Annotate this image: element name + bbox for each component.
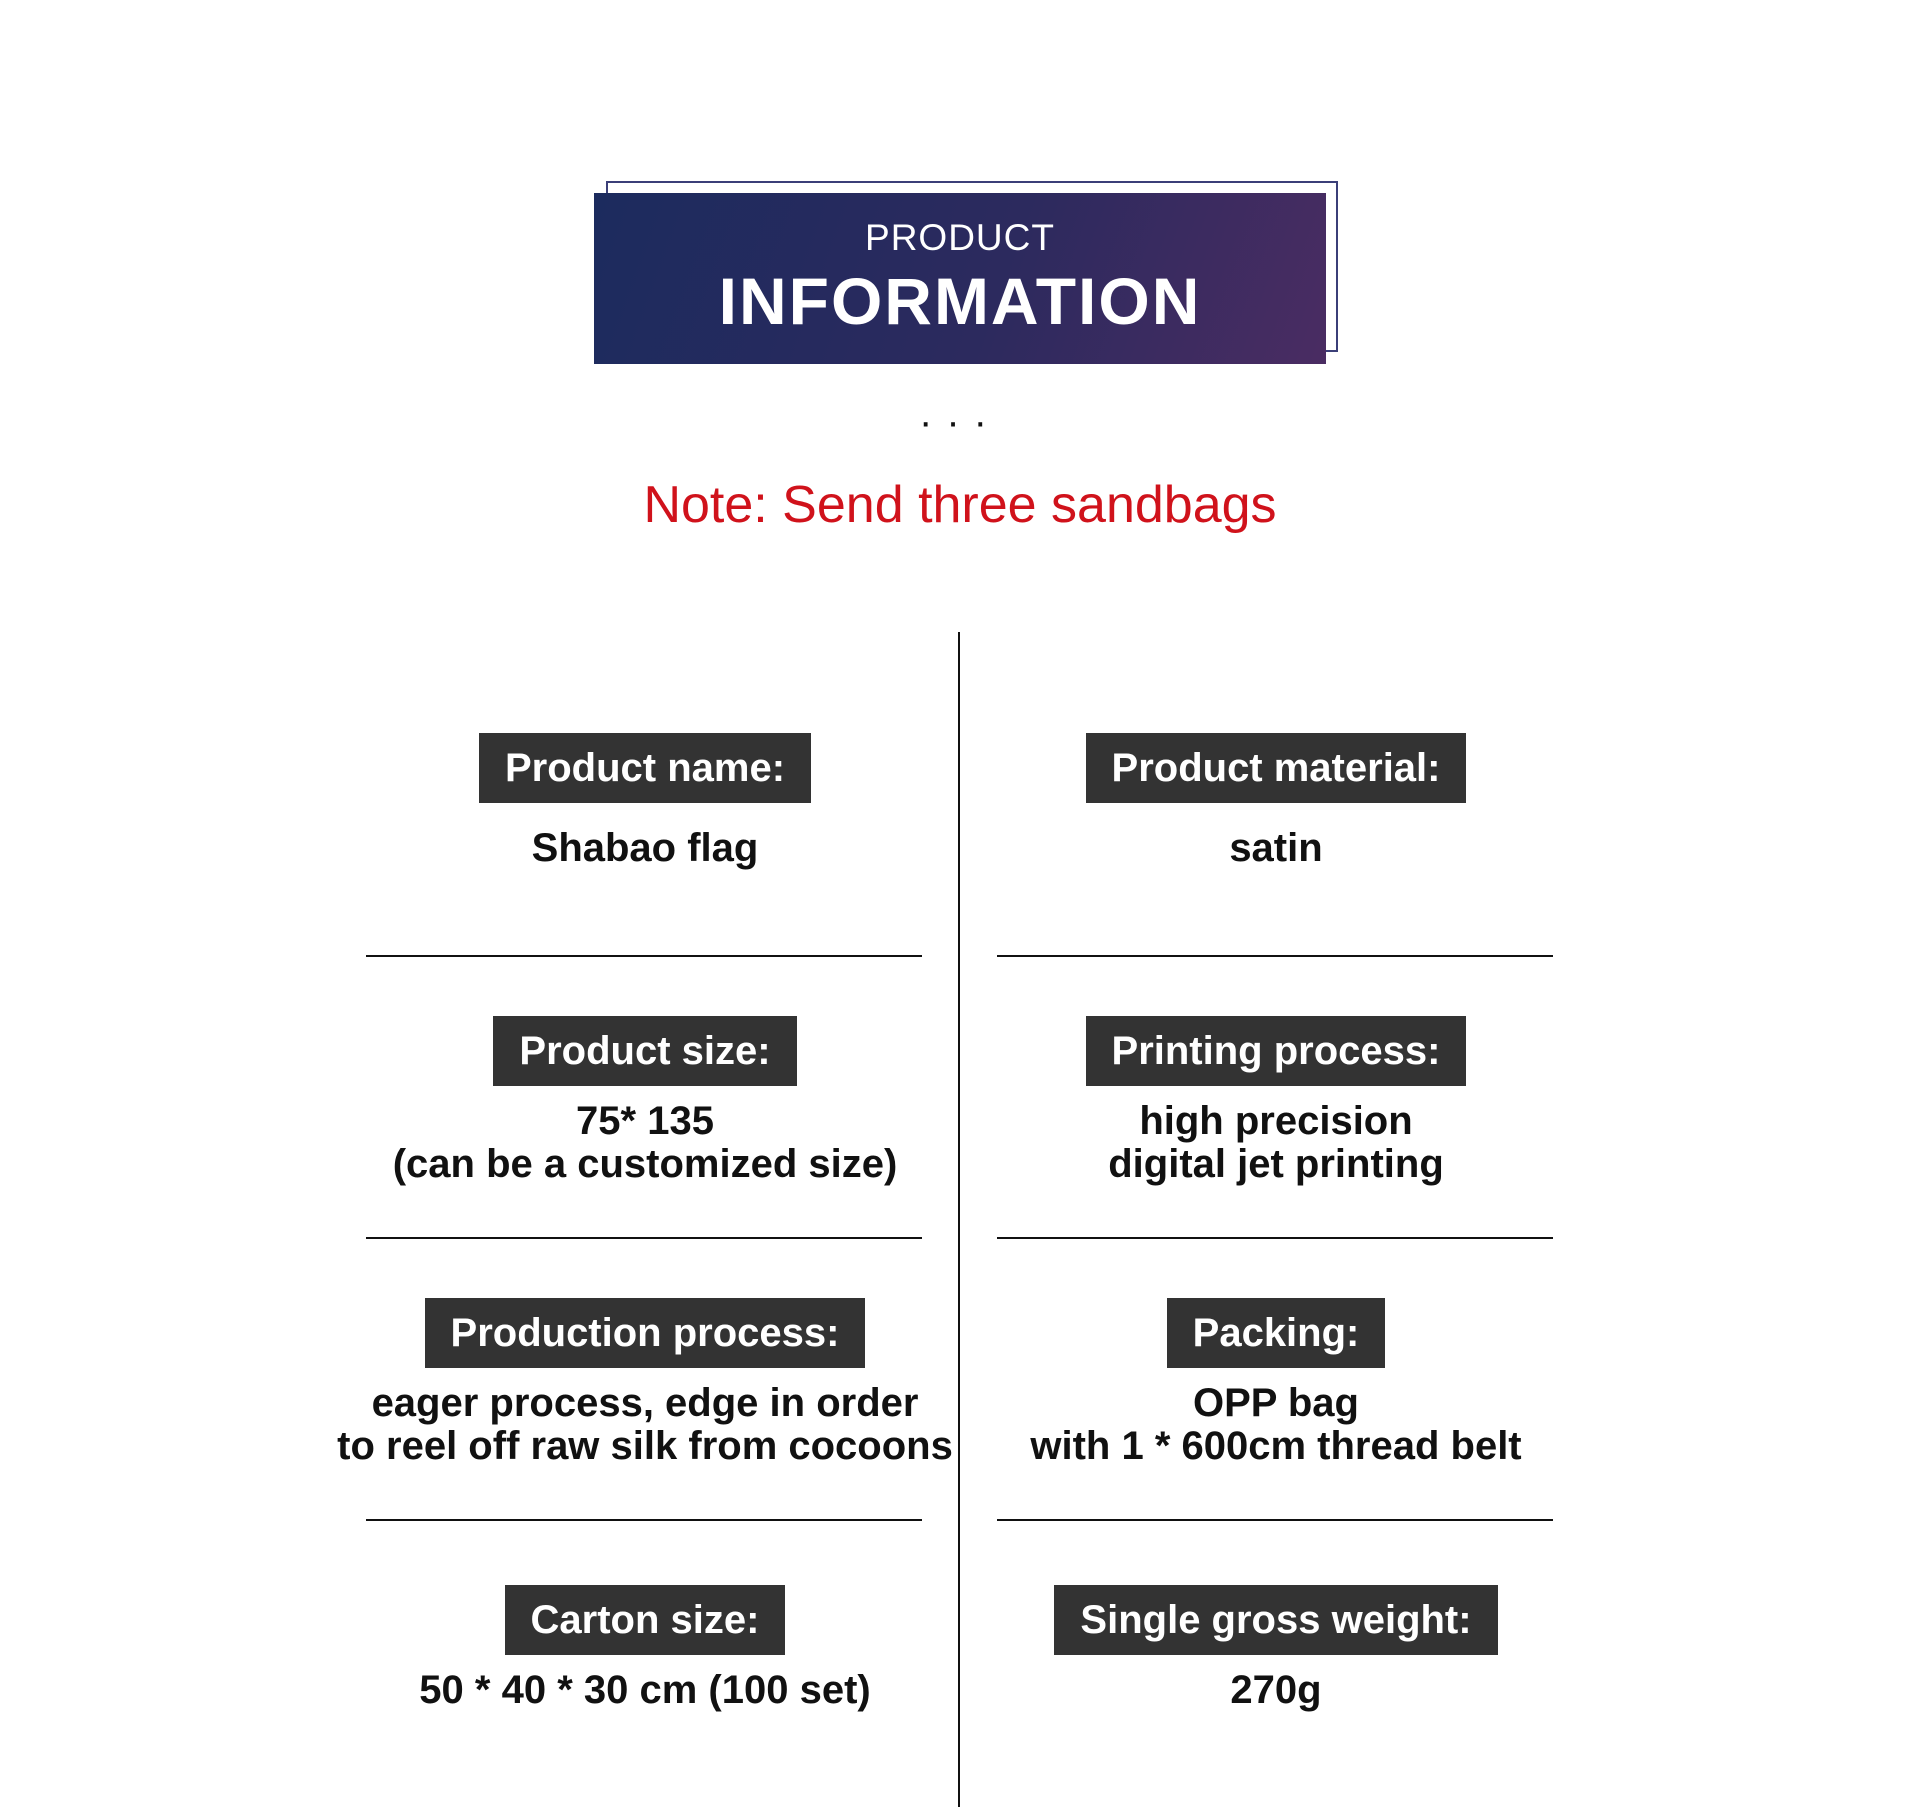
- spec-value: [325, 1669, 965, 1712]
- spec-value-line: OPP bag: [1193, 1381, 1359, 1425]
- spec-packing: [956, 1298, 1596, 1468]
- row-divider: [997, 1237, 1553, 1239]
- spec-value: [956, 1669, 1596, 1712]
- info-banner: [594, 193, 1326, 364]
- note-text: Note: Send three sandbags: [643, 476, 1277, 534]
- spec-label: Product material:: [1086, 733, 1467, 803]
- banner-subtitle: PRODUCT: [865, 217, 1055, 258]
- spec-single-gross-weight: [956, 1585, 1596, 1712]
- spec-value: [325, 1100, 965, 1186]
- spec-value-line: digital jet printing: [1108, 1142, 1444, 1186]
- spec-printing-process: [956, 1016, 1596, 1186]
- banner-title: INFORMATION: [718, 264, 1202, 338]
- spec-value: [956, 1100, 1596, 1186]
- row-divider: [997, 955, 1553, 957]
- spec-label: Production process:: [425, 1298, 866, 1368]
- spec-value: [325, 1382, 965, 1468]
- spec-product-size: [325, 1016, 965, 1186]
- spec-value-line: Shabao flag: [531, 826, 759, 870]
- spec-product-material: [956, 733, 1596, 870]
- spec-value: [956, 827, 1596, 870]
- spec-label: Single gross weight:: [1054, 1585, 1497, 1655]
- spec-production-process: [325, 1298, 965, 1468]
- spec-product-name: [325, 733, 965, 870]
- row-divider: [366, 1519, 922, 1521]
- spec-label: Carton size:: [505, 1585, 786, 1655]
- spec-value-line: 50 * 40 * 30 cm (100 set): [419, 1668, 871, 1712]
- spec-value: [325, 827, 965, 870]
- spec-label: Packing:: [1167, 1298, 1386, 1368]
- row-divider: [366, 1237, 922, 1239]
- spec-value-line: high precision: [1139, 1099, 1413, 1143]
- spec-value-line: eager process, edge in order: [371, 1381, 919, 1425]
- spec-label: Product size:: [493, 1016, 796, 1086]
- spec-value-line: (can be a customized size): [392, 1142, 898, 1186]
- spec-label: Product name:: [479, 733, 811, 803]
- spec-label: Printing process:: [1086, 1016, 1467, 1086]
- spec-value-line: 270g: [1230, 1668, 1322, 1712]
- spec-value-line: 75* 135: [576, 1099, 714, 1143]
- spec-carton-size: [325, 1585, 965, 1712]
- ellipsis-dots: ···: [919, 400, 1001, 444]
- row-divider: [997, 1519, 1553, 1521]
- row-divider: [366, 955, 922, 957]
- spec-value-line: satin: [1229, 826, 1323, 870]
- spec-value-line: to reel off raw silk from cocoons: [337, 1424, 953, 1468]
- spec-value-line: with 1 * 600cm thread belt: [1030, 1424, 1522, 1468]
- spec-value: [956, 1382, 1596, 1468]
